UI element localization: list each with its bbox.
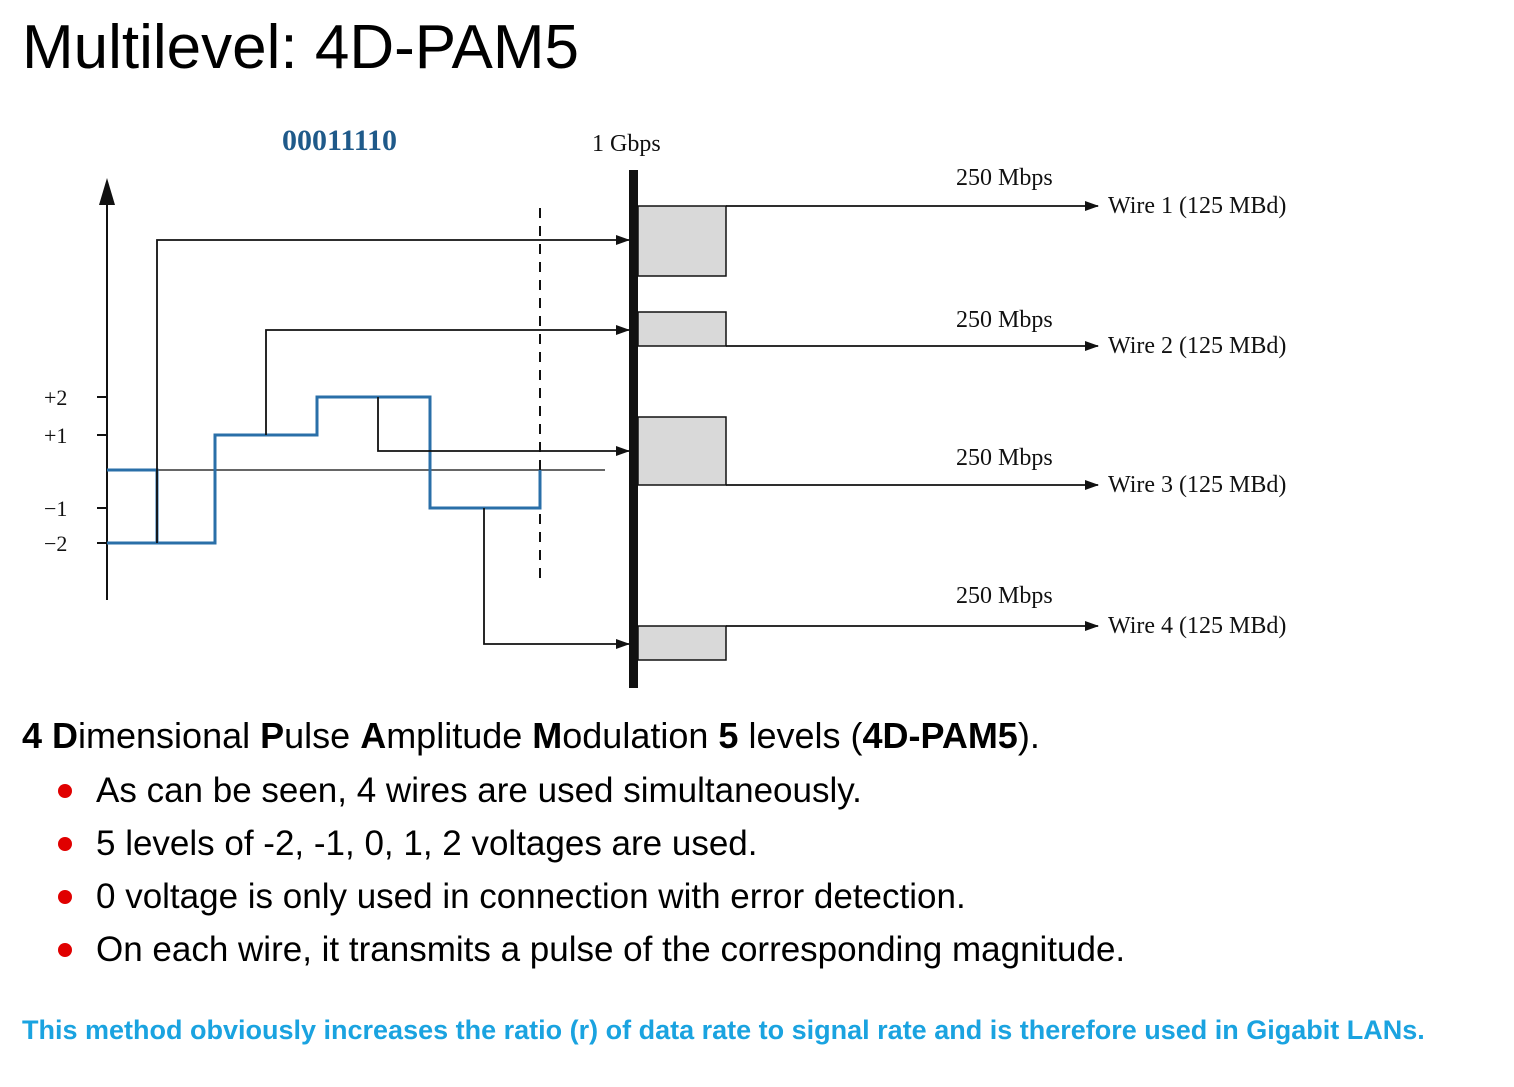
- wire-2-pulse: [638, 312, 726, 346]
- bullet-dot-icon: [58, 943, 72, 957]
- def-part: 4: [22, 715, 53, 756]
- bullet-list: [50, 764, 1125, 976]
- slide-title: Multilevel: 4D-PAM5: [22, 13, 580, 82]
- bullet-text: On each wire, it transmits a pulse of the corresponding magnitude.: [96, 930, 1126, 969]
- wire-4-rate: 250 Mbps: [956, 583, 1053, 609]
- def-part: odulation: [562, 715, 719, 756]
- wire-3-connector: [378, 397, 629, 451]
- acronym-definition: [22, 712, 1040, 760]
- bullet-item: [50, 764, 1125, 817]
- wire-2-connector: [266, 330, 629, 435]
- wire-4-pulse: [638, 626, 726, 660]
- bits-label: 00011110: [282, 124, 398, 157]
- def-part: A: [360, 715, 387, 756]
- footer-note: This method obviously increases the ratio (r) of data rate to signal rate and is therefore used in Gigabit LANs.: [22, 1015, 1425, 1045]
- def-part: M: [532, 715, 563, 756]
- bullet-dot-icon: [58, 837, 72, 851]
- bullet-text: 0 voltage is only used in connection with error detection.: [96, 877, 966, 916]
- bullet-text: As can be seen, 4 wires are used simultaneously.: [96, 771, 862, 810]
- bullet-item: [50, 870, 1125, 923]
- bullet-item: [50, 923, 1125, 976]
- wire-3-label: Wire 3 (125 MBd): [1108, 472, 1287, 498]
- def-part: mplitude: [386, 715, 533, 756]
- bullet-text: 5 levels of -2, -1, 0, 1, 2 voltages are used.: [96, 824, 758, 863]
- y-label-plus2: +2: [44, 385, 68, 410]
- wire-2-rate: 250 Mbps: [956, 307, 1053, 333]
- total-rate-label: 1 Gbps: [592, 131, 661, 157]
- def-part: imensional: [78, 715, 261, 756]
- y-label-plus1: +1: [44, 423, 68, 448]
- wire-4-connector: [484, 508, 629, 644]
- y-label-minus2: −2: [44, 531, 68, 556]
- def-part: P: [260, 715, 285, 756]
- y-axis-arrow-icon: [99, 178, 115, 205]
- pam5-diagram: [0, 90, 1514, 710]
- wire-3-pulse: [638, 417, 726, 485]
- wire-1-label: Wire 1 (125 MBd): [1108, 193, 1287, 219]
- wire-2-label: Wire 2 (125 MBd): [1108, 333, 1287, 359]
- def-part: D: [52, 715, 79, 756]
- def-part: 5: [718, 715, 739, 756]
- bus-bar: [629, 170, 638, 688]
- bullet-dot-icon: [58, 890, 72, 904]
- y-label-minus1: −1: [44, 496, 68, 521]
- def-part: ulse: [284, 715, 361, 756]
- wire-1-rate: 250 Mbps: [956, 165, 1053, 191]
- wire-1-pulse: [638, 206, 726, 276]
- def-part: levels (: [738, 715, 863, 756]
- bullet-item: [50, 817, 1125, 870]
- bullet-dot-icon: [58, 784, 72, 798]
- wire-3-rate: 250 Mbps: [956, 445, 1053, 471]
- def-part: 4D-PAM5: [862, 715, 1018, 756]
- wire-4-label: Wire 4 (125 MBd): [1108, 613, 1287, 639]
- wire-1-connector: [157, 240, 629, 543]
- def-part: ).: [1017, 715, 1040, 756]
